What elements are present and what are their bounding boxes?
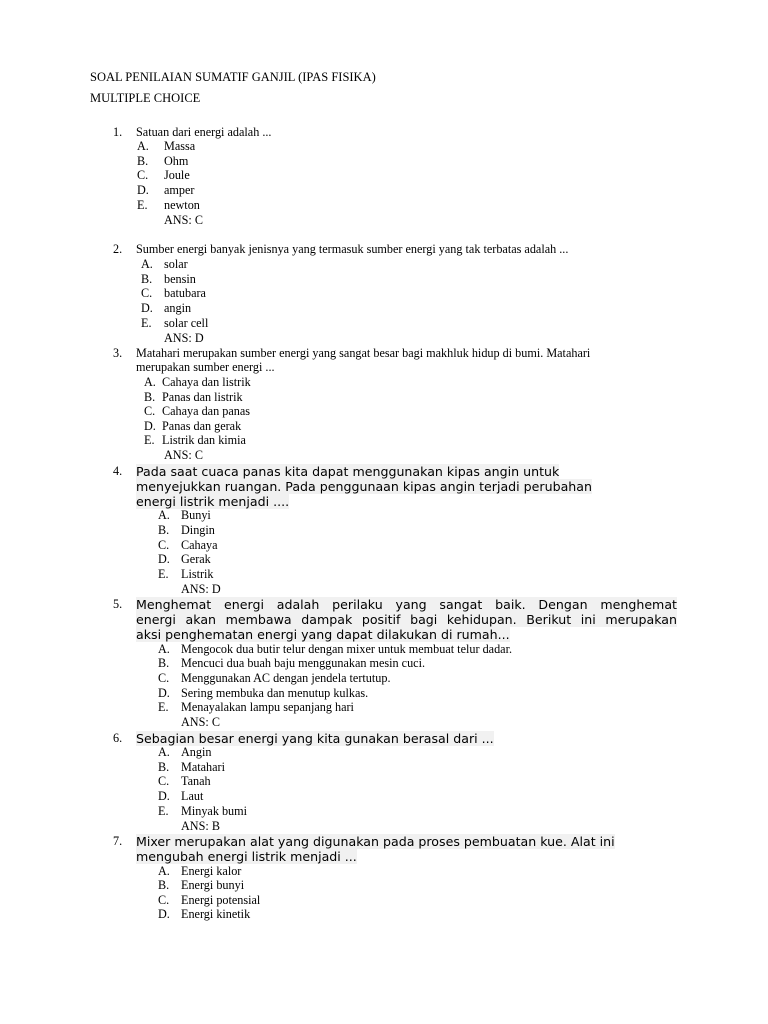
question-text: Menghemat energi adalah perilaku yang sangat baik. Dengan menghemat (136, 597, 677, 612)
option-letter: D. (158, 552, 170, 566)
option-letter: D. (144, 419, 156, 433)
question-text: Mixer merupakan alat yang digunakan pada proses pembuatan kue. Alat ini (136, 834, 615, 849)
option-letter: B. (141, 272, 153, 286)
option-letter: E. (144, 433, 155, 447)
option-text: Panas dan gerak (162, 419, 242, 433)
option-text: Listrik (181, 567, 214, 581)
option-letter: B. (137, 154, 149, 168)
option-text: Energi potensial (181, 893, 261, 907)
option-letter: A. (144, 375, 156, 389)
option-letter: D. (158, 686, 170, 700)
question-text: aksi penghematan energi yang dapat dilakukan di rumah... (136, 627, 510, 642)
question-text: Satuan dari energi adalah ... (136, 125, 272, 139)
option-text: solar (164, 257, 188, 271)
option-text: Energi kinetik (181, 907, 251, 921)
option-text: Laut (181, 789, 204, 803)
option-letter: C. (158, 774, 170, 788)
option-text: Listrik dan kimia (162, 433, 246, 447)
question-number: 4. (113, 464, 123, 478)
option-text: Energi kalor (181, 864, 242, 878)
option-letter: D. (158, 907, 170, 921)
option-letter: C. (144, 404, 156, 418)
question-text: Pada saat cuaca panas kita dapat menggunakan kipas angin untuk (136, 464, 560, 479)
option-text: Ohm (164, 154, 189, 168)
option-text: Cahaya dan panas (162, 404, 250, 418)
option-text: Dingin (181, 523, 215, 537)
option-text: Tanah (181, 774, 211, 788)
option-letter: B. (144, 390, 156, 404)
option-letter: E. (158, 700, 169, 714)
option-text: Matahari (181, 760, 225, 774)
option-text: Angin (181, 745, 212, 759)
option-text: batubara (164, 286, 206, 300)
option-text: angin (164, 301, 192, 315)
option-letter: C. (158, 538, 170, 552)
question-number: 1. (113, 125, 123, 139)
option-letter: B. (158, 760, 170, 774)
option-letter: E. (137, 198, 148, 212)
option-text: Menggunakan AC dengan jendela tertutup. (181, 671, 391, 685)
question-text: menyejukkan ruangan. Pada penggunaan kipas angin terjadi perubahan (136, 479, 592, 494)
question-number: 3. (113, 346, 123, 360)
answer-key: ANS: B (181, 819, 220, 833)
question-text: Sebagian besar energi yang kita gunakan berasal dari ... (136, 731, 494, 746)
option-letter: D. (141, 301, 153, 315)
option-text: Bunyi (181, 508, 211, 522)
option-letter: C. (137, 168, 149, 182)
option-letter: D. (158, 789, 170, 803)
answer-key: ANS: C (164, 448, 203, 462)
option-text: Panas dan listrik (162, 390, 243, 404)
option-letter: E. (158, 567, 169, 581)
question-text: Sumber energi banyak jenisnya yang termasuk sumber energi yang tak terbatas adalah ... (136, 242, 569, 256)
answer-key: ANS: C (181, 715, 220, 729)
option-letter: A. (141, 257, 153, 271)
option-text: Cahaya dan listrik (162, 375, 251, 389)
option-letter: B. (158, 878, 170, 892)
option-letter: C. (158, 893, 170, 907)
question-number: 5. (113, 597, 123, 611)
option-letter: A. (158, 642, 170, 656)
question-number: 2. (113, 242, 123, 256)
option-letter: C. (141, 286, 153, 300)
option-letter: E. (158, 804, 169, 818)
option-text: newton (164, 198, 200, 212)
option-letter: E. (141, 316, 152, 330)
option-text: Joule (164, 168, 190, 182)
option-text: Menayalakan lampu sepanjang hari (181, 700, 354, 714)
answer-key: ANS: D (164, 331, 204, 345)
question-number: 7. (113, 834, 123, 848)
option-letter: A. (158, 745, 170, 759)
page-subtitle: MULTIPLE CHOICE (90, 91, 201, 105)
answer-key: ANS: C (164, 213, 203, 227)
option-text: Minyak bumi (181, 804, 248, 818)
option-text: Massa (164, 139, 196, 153)
option-letter: A. (137, 139, 149, 153)
option-text: Cahaya (181, 538, 218, 552)
option-text: Mengocok dua butir telur dengan mixer untuk membuat telur dadar. (181, 642, 513, 656)
option-text: Mencuci dua buah baju menggunakan mesin cuci. (181, 656, 426, 670)
option-letter: B. (158, 523, 170, 537)
answer-key: ANS: D (181, 582, 221, 596)
option-letter: A. (158, 864, 170, 878)
question-text: merupakan sumber energi ... (136, 360, 275, 374)
option-letter: A. (158, 508, 170, 522)
question-text: mengubah energi listrik menjadi ... (136, 849, 357, 864)
option-text: Sering membuka dan menutup kulkas. (181, 686, 369, 700)
page-title: SOAL PENILAIAN SUMATIF GANJIL (IPAS FISIKA) (90, 70, 376, 84)
option-letter: D. (137, 183, 149, 197)
option-letter: C. (158, 671, 170, 685)
option-text: Gerak (181, 552, 211, 566)
question-text: Matahari merupakan sumber energi yang sangat besar bagi makhluk hidup di bumi. Matahari (136, 346, 591, 360)
option-text: solar cell (164, 316, 209, 330)
option-letter: B. (158, 656, 170, 670)
question-text: energi listrik menjadi .... (136, 494, 290, 509)
option-text: bensin (164, 272, 196, 286)
question-text: energi akan membawa dampak positif bagi kehidupan. Berikut ini merupakan (136, 612, 677, 627)
question-number: 6. (113, 731, 123, 745)
option-text: Energi bunyi (181, 878, 245, 892)
option-text: amper (164, 183, 195, 197)
